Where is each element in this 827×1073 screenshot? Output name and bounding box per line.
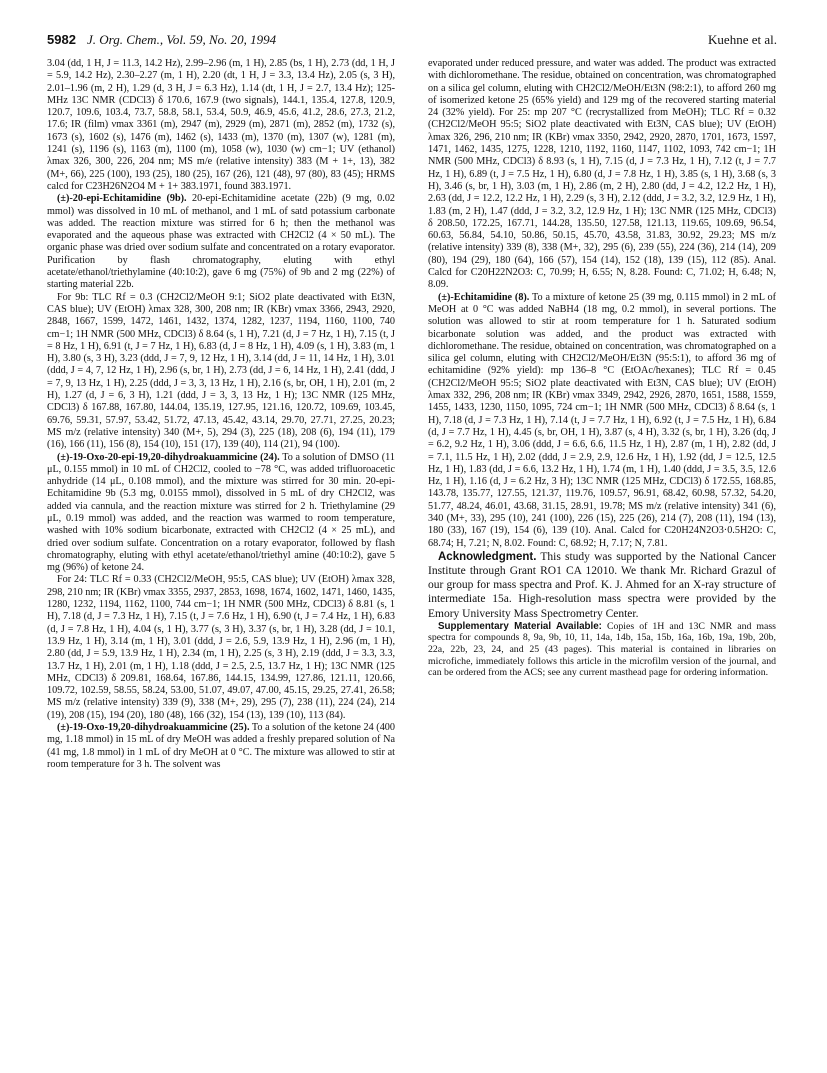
page-header (47, 32, 777, 52)
text-compound-25: To a solution of the ketone 24 (400 mg, 1.18 mmol) in 15 mL of dry MeOH was added a freshly prepared solution of Na (41 mg, 1.8 mmol) in 1 mL of dry MeOH at 0 °C. The mixture was allowed to stir at room temperature for 3 h. The solvent was (47, 722, 395, 770)
supplementary-material (428, 621, 776, 679)
right-column (428, 58, 776, 679)
running-authors: Kuehne et al. (708, 32, 777, 47)
page-number: 5982 (47, 32, 76, 47)
paragraph-20-epi-echitamidine (47, 193, 395, 291)
acknowledgment-title: Acknowledgment. (438, 550, 537, 563)
paragraph-spectral-data: 3.04 (dd, 1 H, J = 11.3, 14.2 Hz), 2.99–2.96 (m, 1 H), 2.85 (bs, 1 H), 2.73 (dd, 1 H, J = 5.9, 14.2 Hz), 2.30–2.27 (m, 1 H), 2.20 (dt, 1 H, J = 3.3, 13.4 Hz), 2.05 (s, 3 H), 2.01–1.96 (m, 2 H), 1.29 (d, 3 H, J = 6.3 Hz), 1.14 (dt, 1 H, J = 2.7, 13.4 Hz); 125-MHz 13C NMR (CDCl3) δ 170.6, 167.9 (two signals), 144.1, 135.4, 127.8, 120.9, 120.7, 109.6, 103.4, 73.7, 58.8, 58.1, 53.4, 50.9, 46.9, 45.6, 41.2, 28.6, 27.3, 21.2, 17.6; IR (film) νmax 3361 (m), 2947 (m), 2929 (m), 2871 (m), 2852 (m), 1732 (s), 1673 (s), 1602 (s), 1476 (m), 1462 (s), 1433 (m), 1370 (m), 1307 (w), 1281 (m), 1241 (s), 1196 (s), 1163 (m), 1100 (m), 1058 (w), 1030 (w) cm−1; UV (ethanol) λmax 326, 300, 226, 204 nm; MS m/e (relative intensity) 383 (M + 1+, 13), 382 (M+, 66), 225 (100), 193 (25), 180 (25), 167 (26), 121 (48), 97 (80), 83 (45); HRMS calcd for C23H26N2O4 M + 1+ 383.1971, found 383.1971. (47, 58, 395, 192)
acknowledgment (428, 550, 776, 621)
supplementary-title: Supplementary Material Available: (438, 620, 602, 632)
supplementary-text: Copies of 1H and 13C NMR and mass spectra for compounds 8, 9a, 9b, 10, 11, 14a, 14b, 15a, 15b, 16a, 16b, 19a, 19b, 20b, 22a, 22b, 23, 24, and 25 (43 pages). This material is contained in libraries on microfiche, immediately follows this article in the microfilm version of the journal, and can be ordered from the ACS; see any current masthead page for ordering information. (428, 620, 776, 679)
heading-20-epi-echitamidine: (±)-20-epi-Echitamidine (9b). (57, 193, 187, 205)
paragraph-24-data: For 24: TLC Rf = 0.33 (CH2Cl2/MeOH, 95:5, CAS blue); UV (EtOH) λmax 328, 298, 210 nm; IR (KBr) νmax 3355, 2937, 2853, 1698, 1674, 1602, 1471, 1460, 1435, 1280, 1232, 1194, 1162, 1100, 744 cm−1; 1H NMR (500 MHz, CDCl3) δ 8.81 (s, 1 H), 7.18 (d, J = 7.3 Hz, 1 H), 7.15 (t, J = 7.6 Hz, 1 H), 6.90 (t, J = 7.4 Hz, 1 H), 6.83 (d, J = 7.8 Hz, 1 H), 4.04 (s, 1 H), 3.77 (s, 3 H), 3.37 (s, br, 1 H), 3.28 (dd, J = 10.1, 13.9 Hz, 1 H), 3.14 (m, 1 H), 3.01 (ddd, J = 2.6, 5.9, 13.9 Hz, 1 H), 2.96 (m, 1 H), 2.80 (dd, J = 5.9, 13.9 Hz, 1 H), 2.34 (m, 1 H), 2.25 (s, 3 H), 2.19 (ddd, J = 3.3, 3.3, 13.7 Hz, 1 H), 2.01 (m, 1 H), 1.18 (ddd, J = 2.5, 2.5, 13.7 Hz, 1 H); 13C NMR (125 MHz, CDCl3) δ 209.81, 168.64, 167.86, 144.15, 134.99, 127.86, 121.11, 120.66, 109.72, 102.59, 58.55, 58.24, 53.00, 51.07, 49.07, 47.00, 45.15, 29.25, 27.41, 26.58; MS m/z (relative intensity) 339 (9), 338 (M+, 29), 295 (7), 238 (11), 224 (24), 214 (19), 208 (15), 194 (20), 180 (48), 166 (32), 154 (13), 139 (10), 113 (84). (47, 574, 395, 721)
heading-compound-24: (±)-19-Oxo-20-epi-19,20-dihydroakuammicine (24). (57, 451, 280, 463)
left-column (47, 58, 395, 771)
journal-name: J. Org. Chem., (87, 32, 164, 47)
acknowledgment-text: This study was supported by the National Cancer Institute through Grant RO1 CA 12010. We thank Mr. Richard Grazul of our group for mass spectra and Prof. K. J. Ahmed for an X-ray structure of intermediate 15a. High-resolution mass spectra were provided by the Emory University Mass Spectrometry Center. (428, 550, 776, 620)
paragraph-echitamidine (428, 292, 776, 550)
journal-volume: Vol. 59, No. 20, 1994 (166, 32, 277, 47)
text-20-epi-echitamidine: 20-epi-Echitamidine acetate (22b) (9 mg, 0.02 mmol) was dissolved in 10 mL of methanol, and 1 mL of satd potassium carbonate was added. The reaction mixture was stirred for 6 h; then the methanol was evaporated and the aqueous phase was extracted with CH2Cl2 (4 × 50 mL). The organic phase was dried over sodium sulfate and concentrated on a rotary evaporator. Purification by flash chromatography, eluting with ethyl acetate/ethanol/triethylamine (40:10:2), gave 6 mg (75%) of 9b and 2 mg (22%) of starting material 22b. (47, 193, 396, 291)
heading-echitamidine: (±)-Echitamidine (8). (438, 291, 530, 303)
heading-compound-25: (±)-19-Oxo-19,20-dihydroakuammicine (25). (57, 722, 250, 734)
text-compound-24: To a solution of DMSO (11 μL, 0.155 mmol) in 10 mL of CH2Cl2, cooled to −78 °C, was added trifluoroacetic anhydride (14 μL, 0.108 mmol), and the mixture was stirred for 30 min. 20-epi-Echitamidine 9b (5.3 mg, 0.0155 mmol), dissolved in 5 mL of dry CH2Cl2, was added via cannula, and the reaction mixture was stirred for 2 h. Triethylamine (29 μL, 0.19 mmol) was added, and the reaction was warmed to room temperature, washed with 10% sodium bicarbonate, extracted with CH2Cl2 (4 × 25 mL), and dried over sodium sulfate. Concentration on a rotary evaporator, followed by flash chromatography, eluting with ethyl acetate/ethanol/triethyl amine (40:10:2), gave 5 mg (96%) of ketone 24. (47, 451, 395, 574)
paragraph-compound-25 (47, 722, 395, 771)
paragraph-compound-24 (47, 452, 395, 575)
paragraph-25-data: evaporated under reduced pressure, and water was added. The product was extracted with dichloromethane. The residue, obtained on concentration, was chromatographed on a silica gel column, eluting with CH2Cl2/MeOH/Et3N (98:2:1), to afford 260 mg of isomerized ketone 25 (65% yield) and 129 mg of the recovered starting material 24 (32% yield). For 25: mp 207 °C (recrystallized from MeOH); TLC Rf = 0.32 (CH2Cl2/MeOH 95:5; SiO2 plate deactivated with Et3N, CAS blue); UV (EtOH) λmax 326, 296, 210 nm; IR (KBr) νmax 3350, 2942, 2920, 2870, 1701, 1673, 1597, 1471, 1462, 1435, 1275, 1228, 1210, 1192, 1160, 1147, 1102, 1093, 742 cm−1; 1H NMR (500 MHz, CDCl3) δ 8.93 (s, 1 H), 7.15 (d, J = 7.3 Hz, 1 H), 7.12 (t, J = 7.7 Hz, 1 H), 6.89 (t, J = 7.5 Hz, 1 H), 6.80 (d, J = 7.8 Hz, 1 H), 3.85 (s, 1 H), 3.68 (s, 3 H), 3.46 (s, br, 1 H), 3.03 (m, 1 H), 2.86 (m, 2 H), 2.80 (dd, J = 4.2, 12.2 Hz, 1 H), 2.63 (dd, J = 12.2, 12.2 Hz, 1 H), 2.29 (s, 3 H), 2.12 (ddd, J = 3.2, 3.2, 12.9 Hz, 1 H), 1.83 (m, 2 H), 1.47 (ddd, J = 3.2, 3.2, 12.9 Hz, 1 H); 13C NMR (125 MHz, CDCl3) δ 208.50, 172.25, 167.71, 144.28, 135.50, 127.58, 121.13, 119.65, 109.69, 96.54, 60.63, 56.84, 54.10, 50.86, 50.15, 45.70, 43.58, 31.83, 30.92, 29.23; MS m/z (relative intensity) 339 (8), 338 (M+, 32), 295 (6), 239 (55), 224 (36), 214 (14), 209 (80), 194 (29), 180 (64), 166 (57), 154 (14), 152 (18), 139 (15), 112 (85). Anal. Calcd for C20H22N2O3: C, 70.99; H, 6.55; N, 8.28. Found: C, 71.02; H, 6.48; N, 8.09. (428, 58, 776, 291)
journal-citation (87, 32, 276, 48)
text-echitamidine: To a mixture of ketone 25 (39 mg, 0.115 mmol) in 2 mL of MeOH at 0 °C was added NaBH4 (18 mg, 0.2 mmol), in several portions. The solution was allowed to stir at room temperature for 1 h. Saturated sodium bicarbonate solution was added, and the product was extracted with dichloromethane. The residue, obtained on concentration, was chromatographed on a silica gel column, eluting with CH2Cl2/MeOH/Et3N (95:5:1), to afford 36 mg of echitamidine (92% yield): mp 136–8 °C (EtOAc/hexanes); TLC Rf = 0.45 (CH2Cl2/MeOH 95:5; SiO2 plate deactivated with Et3N, CAS blue); UV (EtOH) λmax 332, 296, 208 nm; IR (KBr) νmax 3349, 2942, 2926, 2870, 1651, 1588, 1559, 1455, 1433, 1230, 1150, 1095, 724 cm−1; 1H NMR (500 MHz, CDCl3) δ 8.64 (s, 1 H), 7.18 (d, J = 7.3 Hz, 1 H), 7.14 (t, J = 7.7 Hz, 1 H), 6.92 (t, J = 7.5 Hz, 1 H), 6.84 (d, J = 7.7 Hz, 1 H), 4.45 (s, br, OH, 1 H), 3.87 (s, 4 H), 3.32 (s, br, 1 H), 3.26 (dq, J = 6.2, 9.2 Hz, 1 H), 3.06 (ddd, J = 6.6, 6.6, 11.5 Hz, 1 H), 2.87 (m, 1 H), 2.82 (dd, J = 7.1, 11.5 Hz, 1 H), 2.02 (ddd, J = 2.9, 2.9, 12.6 Hz, 1 H), 1.92 (dd, J = 12.5, 12.5 Hz, 1 H), 1.83 (dd, J = 6.6, 13.2 Hz, 1 H), 1.74 (m, 1 H), 1.40 (ddd, J = 3.5, 3.5, 12.6 Hz, 1 H), 1.16 (d, J = 6.2 Hz, 3 H); 13C NMR (125 MHz, CDCl3) δ 172.55, 168.85, 143.78, 135.77, 127.55, 121.37, 119.76, 109.57, 96.91, 68.42, 60.98, 57.32, 54.20, 51.77, 48.24, 46.01, 43.68, 31.15, 28.91, 19.78; MS m/z (relative intensity) 341 (6), 340 (M+, 33), 295 (10), 241 (100), 226 (15), 225 (26), 214 (7), 208 (11), 194 (13), 180 (33), 167 (19), 154 (6), 139 (10). Anal. Calcd for C20H24N2O3·0.5H2O: C, 68.74; H, 7.21; N, 8.02. Found: C, 68.92; H, 7.17; N, 7.81. (428, 291, 776, 549)
paragraph-9b-data: For 9b: TLC Rf = 0.3 (CH2Cl2/MeOH 9:1; SiO2 plate deactivated with Et3N, CAS blue); UV (EtOH) λmax 328, 300, 208 nm; IR (KBr) νmax 3366, 2943, 2920, 2848, 1667, 1599, 1472, 1461, 1432, 1374, 1282, 1237, 1194, 1160, 1100, 740 cm−1; 1H NMR (500 MHz, CDCl3) δ 8.64 (s, 1 H), 7.21 (d, J = 7 Hz, 1 H), 7.15 (t, J = 8 Hz, 1 H), 6.91 (t, J = 7 Hz, 1 H), 6.83 (d, J = 8 Hz, 1 H), 4.09 (s, 1 H), 3.83 (m, 1 H), 3.80 (s, 3 H), 3.23 (ddd, J = 7, 9, 12 Hz, 1 H), 3.14 (dd, J = 11, 14 Hz, 1 H), 3.01 (ddd, J = 4, 7, 12 Hz, 1 H), 2.96 (s, br, 1 H), 2.73 (dd, J = 6, 14 Hz, 1 H), 2.41 (ddd, J = 7, 9, 13 Hz, 1 H), 2.25 (ddd, J = 3, 3, 13 Hz, 1 H), 2.16 (s, br, OH, 1 H), 2.01 (m, 2 H), 1.27 (d, J = 6, 3 H), 1.21 (ddd, J = 3, 3, 13 Hz, 1 H); 13C NMR (125 MHz, CDCl3) δ 167.88, 167.80, 144.04, 135.19, 127.95, 121.16, 120.72, 109.69, 103.45, 69.76, 59.31, 57.97, 53.42, 51.72, 47.13, 45.42, 43.14, 29.70, 27.71, 27.25, 20.23; MS m/z (relative intensity) 340 (M+, 5), 294 (3), 225 (18), 208 (6), 194 (11), 179 (16), 166 (11), 156 (8), 154 (10), 151 (17), 139 (40), 114 (21), 94 (100). (47, 291, 395, 451)
